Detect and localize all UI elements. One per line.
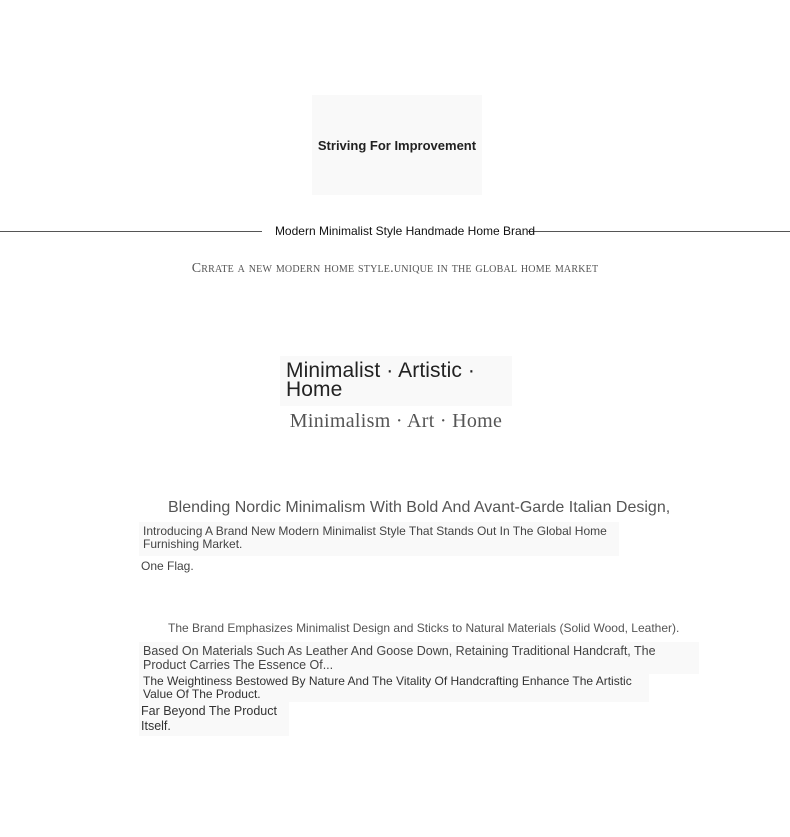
intro-panel	[312, 95, 482, 195]
section2-materials: Based On Materials Such As Leather And Goose Down, Retaining Traditional Handcraft, The Product Carries The Essence Of...	[143, 644, 656, 672]
section2-lead: The Brand Emphasizes Minimalist Design and Sticks to Natural Materials (Solid Wood, Leather).	[168, 621, 680, 635]
section1-flag: One Flag.	[141, 559, 194, 573]
brand-divider-right	[528, 231, 790, 232]
section1-body: Introducing A Brand New Modern Minimalist Style That Stands Out In The Global Home Furnishing Market.	[143, 524, 607, 551]
headline-subtitle: Minimalism · Art · Home	[289, 410, 503, 432]
section2-beyond: Far Beyond The Product Itself.	[141, 704, 277, 733]
section2-weight: The Weightiness Bestowed By Nature And The Vitality Of Handcrafting Enhance The Artistic Value Of The Product.	[143, 674, 632, 701]
brand-name: Modern Minimalist Style Handmade Home Brand	[274, 224, 536, 238]
headline-title: Minimalist · Artistic · Home	[286, 359, 475, 401]
intro-title: Striving For Improvement	[317, 137, 477, 153]
brand-divider-left	[0, 231, 262, 232]
brand-tagline: Crrate a new modern home style.unique in the global home market	[191, 261, 599, 276]
section1-lead: Blending Nordic Minimalism With Bold And Avant-Garde Italian Design,	[168, 499, 671, 516]
